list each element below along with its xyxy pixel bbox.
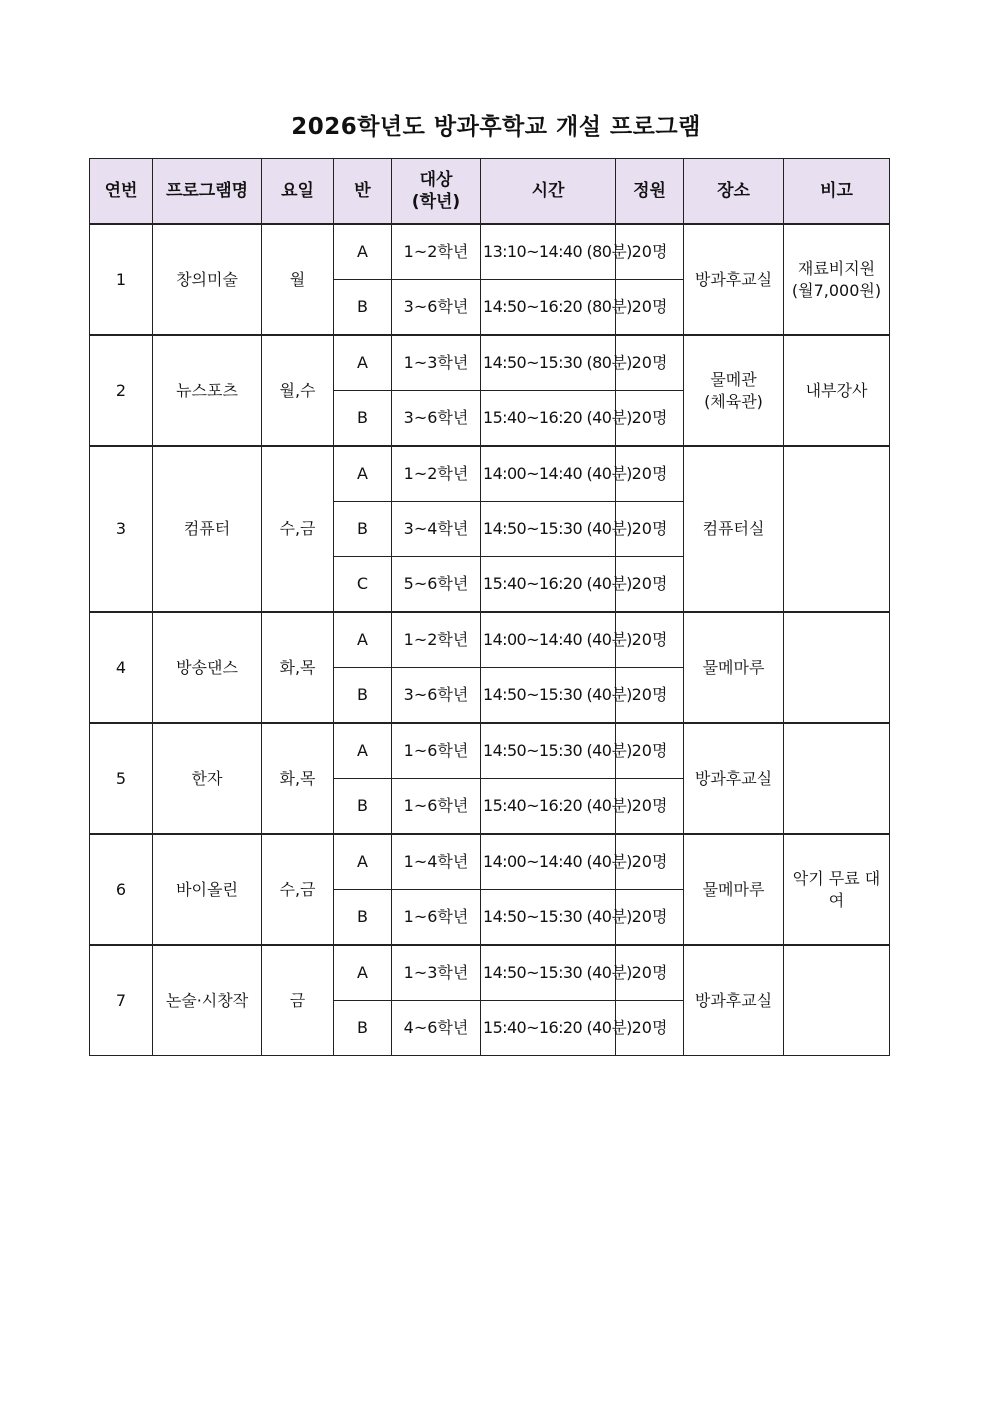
place-cell — [684, 335, 784, 446]
time-cell: 14:00~14:40 (40분) — [481, 446, 616, 502]
place-cell-line2: (체육관) — [704, 391, 763, 411]
program-name-cell: 뉴스포츠 — [153, 335, 262, 446]
target-cell: 1~6학년 — [392, 890, 481, 946]
class-cell: A — [334, 335, 392, 391]
class-cell: B — [334, 280, 392, 336]
capacity-cell: 20명 — [616, 723, 684, 779]
class-cell: A — [334, 723, 392, 779]
class-cell: B — [334, 1001, 392, 1056]
class-cell: B — [334, 391, 392, 447]
capacity-cell: 20명 — [616, 391, 684, 447]
capacity-cell: 20명 — [616, 945, 684, 1001]
time-cell: 14:50~15:30 (40분) — [481, 890, 616, 946]
time-cell: 14:50~15:30 (80분) — [481, 335, 616, 391]
capacity-cell: 20명 — [616, 446, 684, 502]
target-cell: 1~2학년 — [392, 446, 481, 502]
time-cell: 14:50~16:20 (80분) — [481, 280, 616, 336]
note-cell — [784, 945, 890, 1056]
program-no-cell: 1 — [90, 224, 153, 335]
place-cell — [684, 945, 784, 1056]
time-cell: 15:40~16:20 (40분) — [481, 557, 616, 613]
capacity-cell: 20명 — [616, 224, 684, 280]
header-no: 연번 — [90, 159, 153, 225]
program-name-cell: 컴퓨터 — [153, 446, 262, 612]
place-cell-line1: 물메관 — [710, 369, 757, 389]
table-header-row — [90, 159, 890, 225]
page-title: 2026학년도 방과후학교 개설 프로그램 — [291, 114, 701, 140]
program-day-cell: 수,금 — [262, 834, 334, 945]
program-day-cell: 화,목 — [262, 612, 334, 723]
header-note: 비고 — [784, 159, 890, 225]
note-cell-line1: 악기 무료 대여 — [792, 868, 881, 910]
table-body — [90, 224, 890, 1056]
program-day-cell: 월 — [262, 224, 334, 335]
place-cell-line1: 방과후교실 — [694, 990, 773, 1010]
target-cell: 1~6학년 — [392, 779, 481, 835]
note-cell — [784, 834, 890, 945]
target-cell: 3~6학년 — [392, 668, 481, 724]
program-name-cell: 창의미술 — [153, 224, 262, 335]
table-row — [90, 723, 890, 779]
place-cell — [684, 834, 784, 945]
place-cell — [684, 446, 784, 612]
time-cell: 14:50~15:30 (40분) — [481, 723, 616, 779]
program-no-cell: 2 — [90, 335, 153, 446]
header-program: 프로그램명 — [153, 159, 262, 225]
class-cell: A — [334, 612, 392, 668]
class-cell: A — [334, 446, 392, 502]
target-cell: 1~6학년 — [392, 723, 481, 779]
class-cell: B — [334, 668, 392, 724]
header-target — [392, 159, 481, 225]
program-table — [89, 158, 890, 1056]
capacity-cell: 20명 — [616, 502, 684, 557]
program-name-cell: 한자 — [153, 723, 262, 834]
program-name-cell: 바이올린 — [153, 834, 262, 945]
target-cell: 1~4학년 — [392, 834, 481, 890]
target-cell: 3~4학년 — [392, 502, 481, 557]
table-row — [90, 834, 890, 890]
capacity-cell: 20명 — [616, 890, 684, 946]
header-place: 장소 — [684, 159, 784, 225]
header-class: 반 — [334, 159, 392, 225]
class-cell: A — [334, 224, 392, 280]
program-day-cell: 금 — [262, 945, 334, 1056]
program-day-cell: 수,금 — [262, 446, 334, 612]
time-cell: 14:00~14:40 (40분) — [481, 612, 616, 668]
class-cell: A — [334, 945, 392, 1001]
class-cell: C — [334, 557, 392, 613]
target-cell: 1~3학년 — [392, 335, 481, 391]
note-cell — [784, 446, 890, 612]
program-no-cell: 3 — [90, 446, 153, 612]
table-row — [90, 446, 890, 502]
note-cell-line1: 재료비지원 — [797, 258, 876, 278]
place-cell-line1: 물메마루 — [702, 879, 765, 899]
time-cell: 15:40~16:20 (40분) — [481, 1001, 616, 1056]
target-cell: 1~2학년 — [392, 612, 481, 668]
header-day: 요일 — [262, 159, 334, 225]
table-row — [90, 335, 890, 391]
place-cell-line1: 방과후교실 — [694, 768, 773, 788]
capacity-cell: 20명 — [616, 335, 684, 391]
note-cell-line1: 내부강사 — [805, 380, 868, 400]
target-cell: 5~6학년 — [392, 557, 481, 613]
note-cell — [784, 723, 890, 834]
capacity-cell: 20명 — [616, 668, 684, 724]
program-day-cell: 화,목 — [262, 723, 334, 834]
class-cell: A — [334, 834, 392, 890]
note-cell-line2: (월7,000원) — [791, 280, 882, 300]
time-cell: 14:00~14:40 (40분) — [481, 834, 616, 890]
program-no-cell: 5 — [90, 723, 153, 834]
target-cell: 1~2학년 — [392, 224, 481, 280]
place-cell-line1: 방과후교실 — [694, 269, 773, 289]
header-capacity: 정원 — [616, 159, 684, 225]
time-cell: 14:50~15:30 (40분) — [481, 502, 616, 557]
capacity-cell: 20명 — [616, 557, 684, 613]
note-cell — [784, 612, 890, 723]
class-cell: B — [334, 890, 392, 946]
target-cell: 4~6학년 — [392, 1001, 481, 1056]
target-cell: 3~6학년 — [392, 391, 481, 447]
program-name-cell: 논술·시창작 — [153, 945, 262, 1056]
time-cell: 15:40~16:20 (40분) — [481, 779, 616, 835]
time-cell: 15:40~16:20 (40분) — [481, 391, 616, 447]
header-time: 시간 — [481, 159, 616, 225]
table-row — [90, 945, 890, 1001]
table-row — [90, 612, 890, 668]
place-cell — [684, 723, 784, 834]
capacity-cell: 20명 — [616, 1001, 684, 1056]
note-cell — [784, 224, 890, 335]
note-cell — [784, 335, 890, 446]
table-row — [90, 224, 890, 280]
program-day-cell: 월,수 — [262, 335, 334, 446]
program-no-cell: 4 — [90, 612, 153, 723]
target-cell: 3~6학년 — [392, 280, 481, 336]
place-cell-line1: 물메마루 — [702, 657, 765, 677]
capacity-cell: 20명 — [616, 612, 684, 668]
program-no-cell: 6 — [90, 834, 153, 945]
place-cell-line1: 컴퓨터실 — [702, 519, 765, 538]
class-cell: B — [334, 779, 392, 835]
header-target-line1: 대상 — [419, 170, 453, 190]
program-name-cell: 방송댄스 — [153, 612, 262, 723]
place-cell — [684, 612, 784, 723]
time-cell: 14:50~15:30 (40분) — [481, 945, 616, 1001]
class-cell: B — [334, 502, 392, 557]
target-cell: 1~3학년 — [392, 945, 481, 1001]
program-no-cell: 7 — [90, 945, 153, 1056]
time-cell: 13:10~14:40 (80분) — [481, 224, 616, 280]
capacity-cell: 20명 — [616, 280, 684, 336]
capacity-cell: 20명 — [616, 779, 684, 835]
place-cell — [684, 224, 784, 335]
time-cell: 14:50~15:30 (40분) — [481, 668, 616, 724]
capacity-cell: 20명 — [616, 834, 684, 890]
header-target-line2: (학년) — [411, 192, 461, 212]
